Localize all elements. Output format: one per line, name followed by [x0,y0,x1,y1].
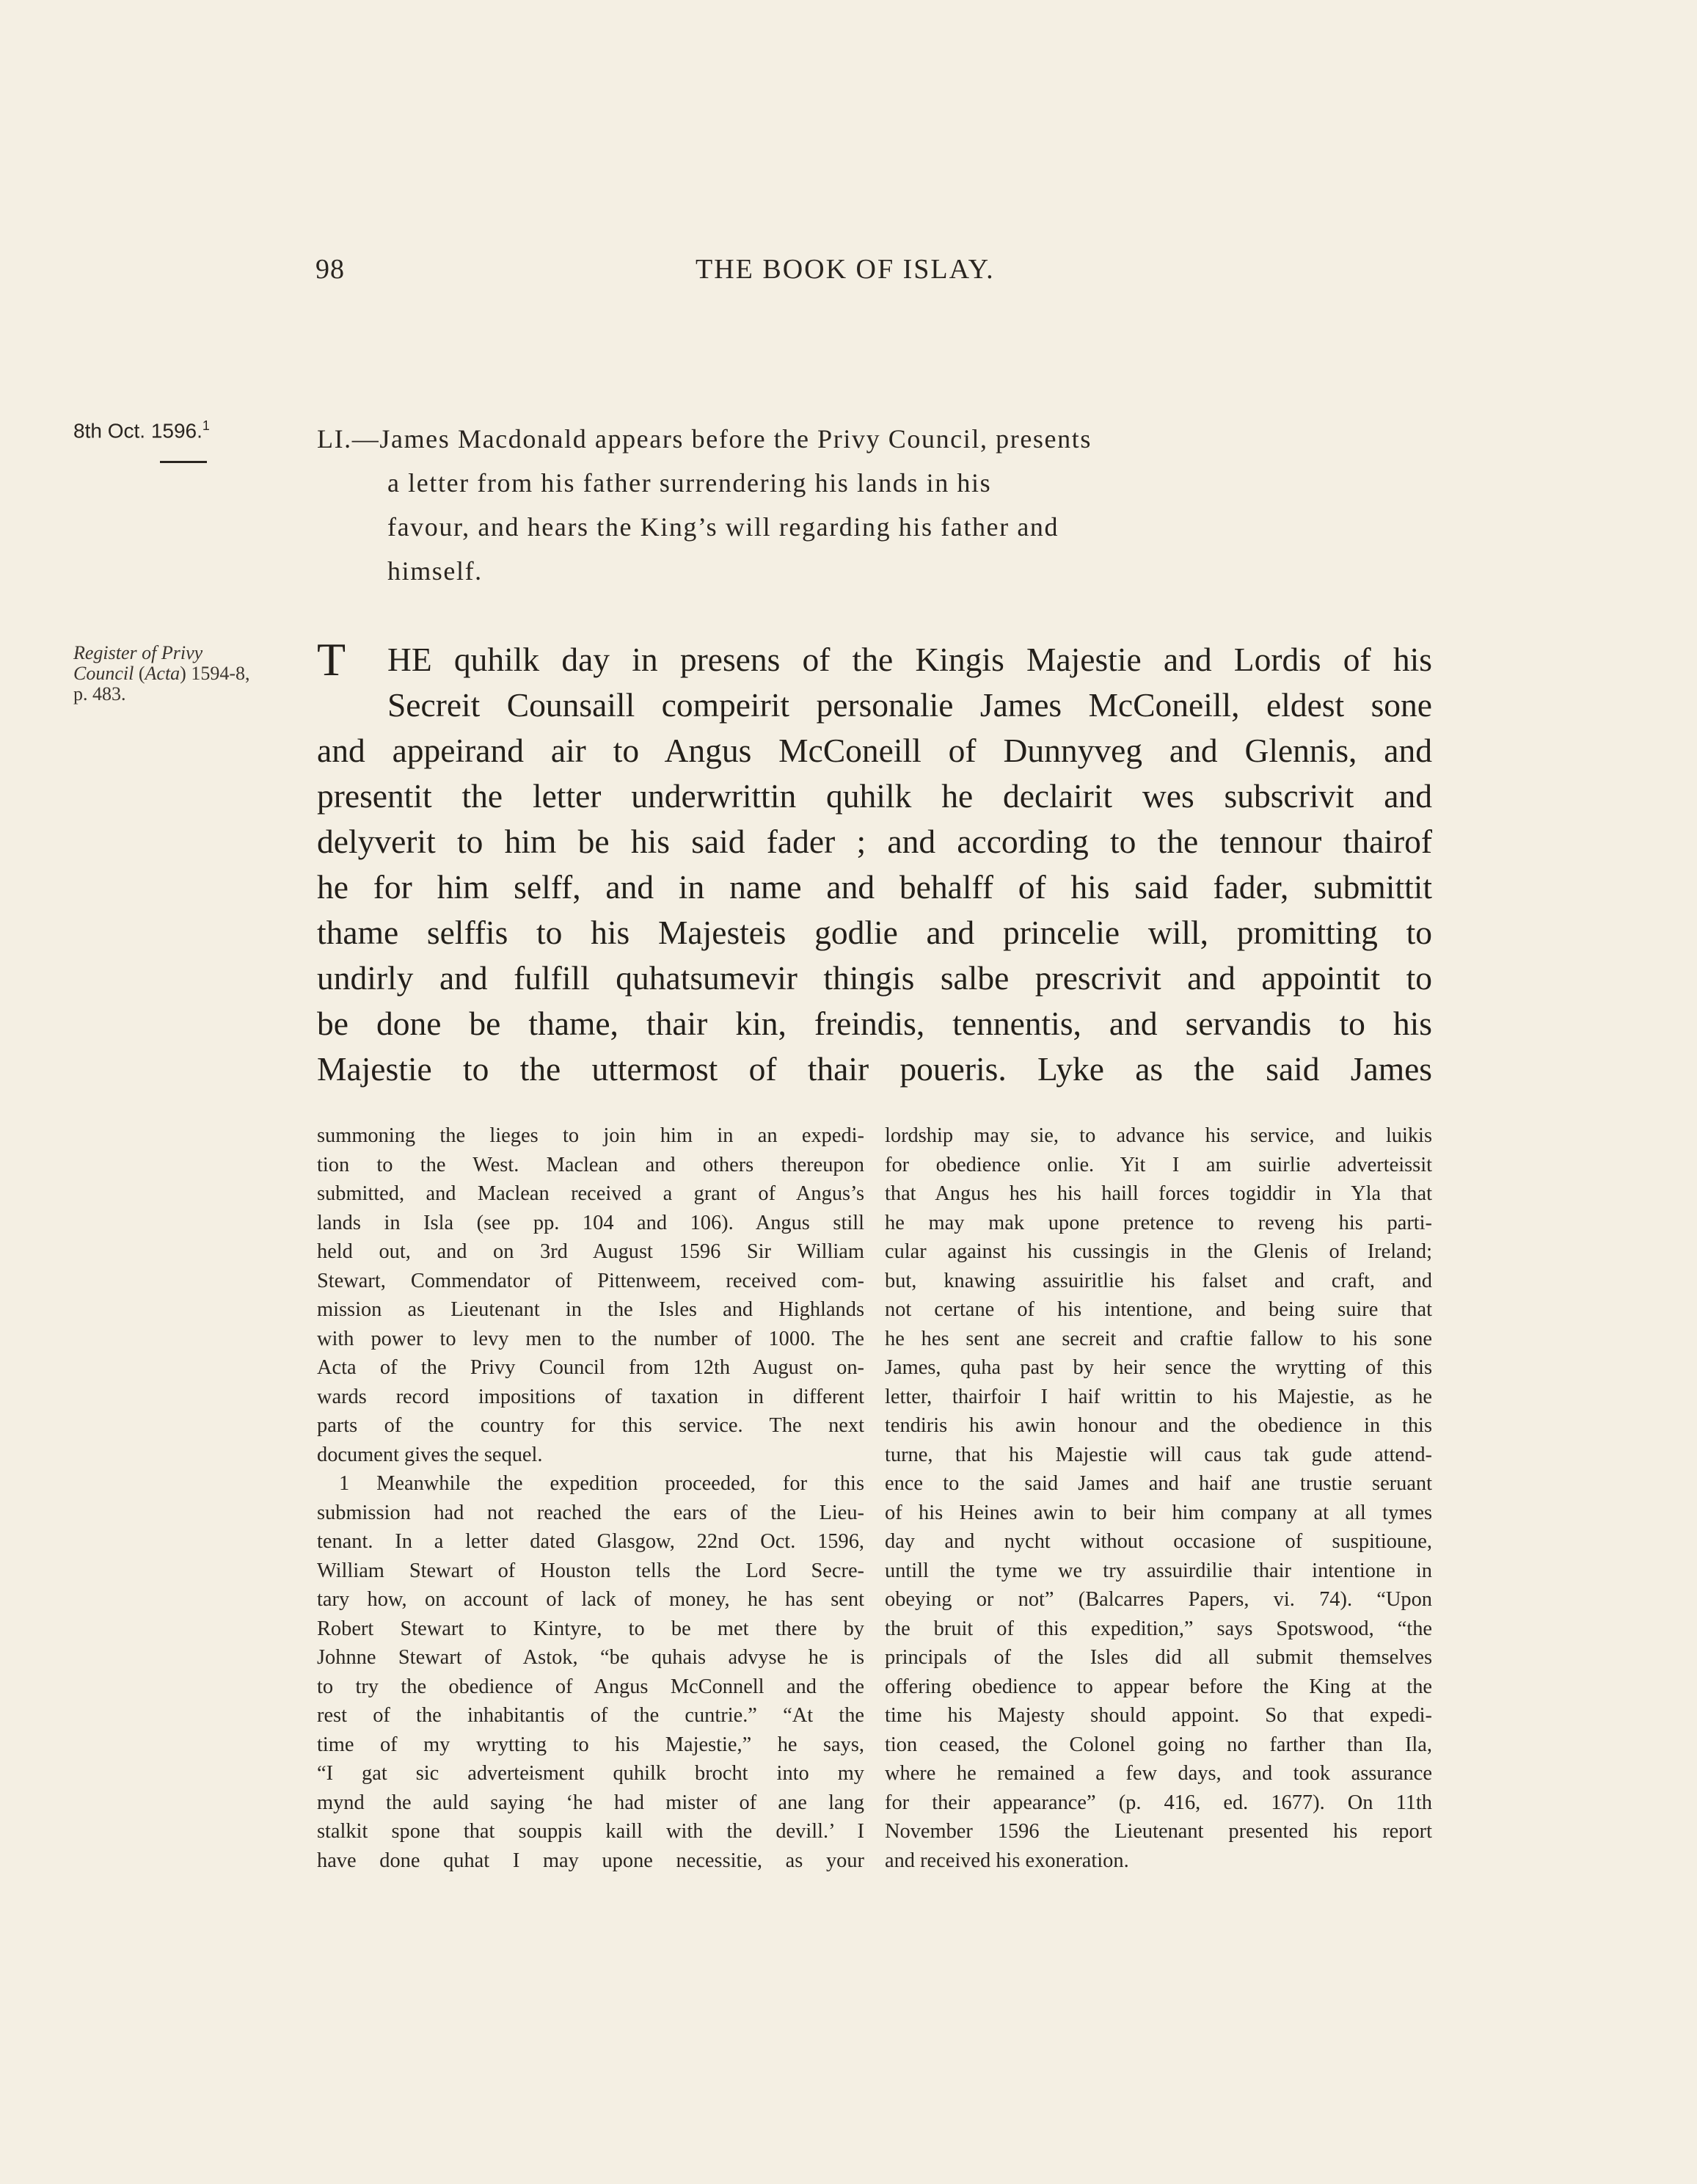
body-line: Secreit Counsaill compeirit personalie James McConeill, eldest sone [387,686,1432,724]
footnote-line: submission had not reached the ears of the Lieu- [317,1501,864,1524]
footnote-line: tion to the West. Maclean and others thereupon [317,1153,864,1176]
footnote-line: for obedience onlie. Yit I am suirlie adverteissit [885,1153,1432,1176]
footnote-line: 1 Meanwhile the expedition proceeded, for this [339,1472,864,1495]
margin-reference: Register of Privy Council (Acta) 1594-8, p. 483. [73,642,250,705]
heading-line-2: a letter from his father surrendering his lands in his [387,468,992,498]
body-line: undirly and fulfill quhatsumevir thingis salbe prescrivit and appointit to [317,959,1432,997]
body-line: he for him selff, and in name and behalff of his said fader, submittit [317,868,1432,906]
footnote-line: wards record impositions of taxation in different [317,1385,864,1408]
footnote-line: letter, thairfoir I haif writtin to his Majestie, as he [885,1385,1432,1408]
footnote-mark: 1 [202,418,210,433]
body-line: and appeirand air to Angus McConeill of Dunnyveg and Glennis, and [317,732,1432,769]
footnote-line: where he remained a few days, and took assurance [885,1762,1432,1785]
footnote-line: have done quhat I may upone necessitie, as your [317,1849,864,1872]
body-line: be done be thame, thair kin, freindis, tennentis, and servandis to his [317,1005,1432,1042]
footnote-line: tenant. In a letter dated Glasgow, 22nd Oct. 1596, [317,1530,864,1553]
margin-date-text: 8th Oct. 1596. [73,419,202,443]
body-line: thame selffis to his Majesteis godlie and princelie will, promitting to [317,914,1432,951]
footnote-line: lands in Isla (see pp. 104 and 106). Angus still [317,1211,864,1234]
footnote-line: time his Majesty should appoint. So that expedi- [885,1704,1432,1727]
footnote-line: he hes sent ane secreit and craftie fallow to his sone [885,1327,1432,1350]
footnote-line: document gives the sequel. [317,1443,543,1466]
footnote-line: with power to levy men to the number of 1000. The [317,1327,864,1350]
ref-source-1: Register of Privy [73,642,203,663]
footnote-line: offering obedience to appear before the King at the [885,1675,1432,1698]
footnote-line: Acta of the Privy Council from 12th August on- [317,1356,864,1379]
ref-page: p. 483. [73,683,126,705]
footnote-line: mynd the auld saying ‘he had mister of ane lang [317,1791,864,1814]
footnote-line: Robert Stewart to Kintyre, to be met there by [317,1617,864,1640]
footnote-line: tary how, on account of lack of money, he has sent [317,1588,864,1611]
footnote-line: Johnne Stewart of Astok, “be quhais advyse he is [317,1646,864,1669]
footnote-line: turne, that his Majestie will caus tak gude attend- [885,1443,1432,1466]
heading-line-4: himself. [387,556,483,586]
ref-acta: Acta [145,663,180,684]
footnote-line: of his Heines awin to beir him company at all tymes [885,1501,1432,1524]
ref-years: 1594-8, [191,663,250,684]
body-line: delyverit to him be his said fader ; and according to the tennour thairof [317,823,1432,860]
footnote-line: “I gat sic adverteisment quhilk brocht into my [317,1762,864,1785]
body-line: HE quhilk day in presens of the Kingis Majestie and Lordis of his [387,641,1432,678]
body-line: Majestie to the uttermost of thair poueris. Lyke as the said James [317,1050,1432,1088]
margin-rule [160,461,207,463]
footnote-line: tendiris his awin honour and the obedience in this [885,1414,1432,1437]
footnote-line: mission as Lieutenant in the Isles and Highlands [317,1298,864,1321]
footnote-line: parts of the country for this service. The next [317,1414,864,1437]
footnote-line: he may mak upone pretence to reveng his parti- [885,1211,1432,1234]
footnote-line: William Stewart of Houston tells the Lord Secre- [317,1559,864,1582]
margin-date [73,418,210,443]
footnote-line: tion ceased, the Colonel going no farther than Ila, [885,1733,1432,1756]
footnote-line: the bruit of this expedition,” says Spotswood, “the [885,1617,1432,1640]
footnote-line: Stewart, Commendator of Pittenweem, received com- [317,1269,864,1292]
footnote-line: obeying or not” (Balcarres Papers, vi. 74). “Upon [885,1588,1432,1611]
footnote-line: not certane of his intentione, and being suire that [885,1298,1432,1321]
footnote-line: to try the obedience of Angus McConnell and the [317,1675,864,1698]
footnote-column-right [885,1121,1432,1875]
footnote-line: submitted, and Maclean received a grant of Angus’s [317,1182,864,1205]
page-number: 98 [315,254,345,285]
footnote-line: ence to the said James and haif ane trustie seruant [885,1472,1432,1495]
footnote-line: day and nycht without occasione of suspitioune, [885,1530,1432,1553]
footnote-line: cular against his cussingis in the Glenis of Ireland; [885,1240,1432,1263]
footnote-line: for their appearance” (p. 416, ed. 1677). On 11th [885,1791,1432,1814]
footnote-line: rest of the inhabitantis of the cuntrie.” “At the [317,1704,864,1727]
footnote-line: November 1596 the Lieutenant presented his report [885,1820,1432,1843]
footnote-line: that Angus hes his haill forces togiddir in Yla that [885,1182,1432,1205]
footnote-column-left [317,1121,864,1875]
heading-line-1: LI.—James Macdonald appears before the Privy Council, presents [317,424,1092,454]
footnote-line: principals of the Isles did all submit themselves [885,1646,1432,1669]
footnote-line: summoning the lieges to join him in an expedi- [317,1124,864,1147]
main-document-text [317,633,1432,1092]
document-heading [317,417,1432,593]
footnote-line: time of my wrytting to his Majestie,” he says, [317,1733,864,1756]
body-line: presentit the letter underwrittin quhilk he declairit wes subscrivit and [317,777,1432,815]
drop-cap: T [317,633,346,685]
footnote-line: untill the tyme we try assuirdilie thair intentione in [885,1559,1432,1582]
footnote-line: and received his exoneration. [885,1849,1129,1872]
heading-line-3: favour, and hears the King’s will regarding his father and [387,512,1059,542]
footnote-line: lordship may sie, to advance his service, and luikis [885,1124,1432,1147]
footnote-line: James, quha past by heir sence the wrytting of this [885,1356,1432,1379]
footnote-line: but, knawing assuiritlie his falset and craft, and [885,1269,1432,1292]
footnote-line: held out, and on 3rd August 1596 Sir William [317,1240,864,1263]
footnote-line: stalkit spone that souppis kaill with the devill.’ I [317,1820,864,1843]
running-title: THE BOOK OF ISLAY. [696,254,995,285]
ref-source-2: Council [73,663,134,684]
